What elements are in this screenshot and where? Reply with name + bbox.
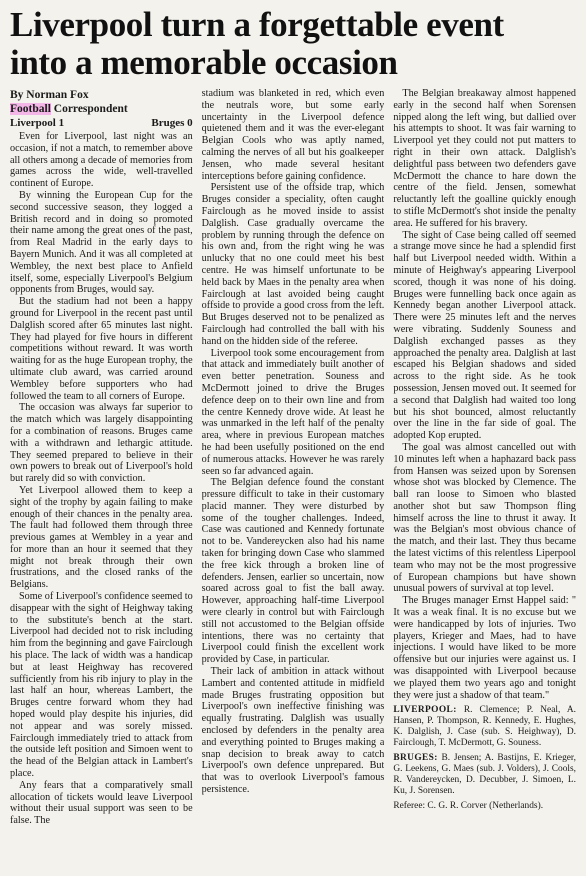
liverpool-players: R. Clemence; P. Neal, A. Hansen, P. Thompson, R. Kennedy, E. Hughes, K. Dalglish, J. Case (sub. S. Heighway), D. Fairclough, T. McDermott, G. Souness.	[393, 705, 577, 749]
paragraph: stadium was blanketed in red, which even the neutrals wore, but some early uncertainty in the Liverpool defence quietened them and it was the ever-elegant Belgian Cools who was aptly named, calming the nerves of all but his goalkeeper Jensen, who made several hesitant interceptions before gaining confidence.	[201, 88, 385, 182]
paragraph: By winning the European Cup for the second successive season, they logged a British record and in doing so promoted their name among the great ones of the past, from Real Madrid in the early days to Bayern Munich. And it was all completed at Wembley, the next best place to Anfield itself, some, especially Liverpool's Belgium opponents from Bruges, would say.	[10, 189, 193, 296]
score-away: Bruges 0	[151, 117, 193, 129]
paragraph: Any fears that a comparatively small allocation of tickets would leave Liverpool without their usual support was seen to be false. The	[10, 779, 193, 827]
team-lineups	[393, 705, 576, 812]
bruges-lineup	[393, 753, 576, 797]
bruges-players: B. Jensen; A. Bastijns, E. Krieger, G. Leekens, G. Maes (sub. J. Volders), J. Cools, R. Vandereycken, D. Decubber, J. Simoen, L. Ku, J. Sorensen.	[393, 753, 577, 797]
paragraph: But the stadium had not been a happy ground for Liverpool in the recent past until Dalglish scored after 65 minutes last night. They had played for five hours in different competitions without reward. It was worth waiting for as the huge European trophy, the ultimate club award, was carried around Wembley before supporters who had followed the team to all corners of Europe.	[10, 296, 193, 402]
score-line	[10, 116, 193, 130]
paragraph: Persistent use of the offside trap, which Bruges consider a speciality, often caught Fairclough as he moved inside to assist Dalglish. Case gradually overcame the problem by running through the defence on his own and, from the right wing he was unlucky that no one could meet his best centre. He was himself unfortunate to be held back by Maes in the penalty area when Fairclough at last avoided being caught offside to provide a good cross from the left. But Bruges deserved not to be penalized as Fairclough had controlled the ball with his hand on the hidden side of the referee.	[201, 182, 385, 347]
paragraph: The Bruges manager Ernst Happel said: " It was a weak final. It is no excuse but we were handicapped by lots of injuries. Two players, Krieger and Maes, had to have injections. I would have liked to be more offensive but our injuries were against us. I was disappointed with Liverpool because we played them two years ago and tonight they were just a shadow of that team."	[393, 595, 577, 701]
liverpool-label: LIVERPOOL:	[393, 705, 457, 716]
column-1	[10, 88, 193, 827]
paragraph: Their lack of ambition in attack without Lambert and contented attitude in midfield made Bruges frustrating opposition but Liverpool's own ineffective finishing was equally frustrating. Dalglish was usually enclosed by defenders in the penalty area and everything pointed to Bruges making a snap decision to break away to catch Liverpool's own defence unprepared. But that was to overlook Liverpool's famous persistence.	[201, 666, 385, 796]
headline-line-2: into a memorable occasion	[10, 43, 398, 82]
byline-role	[10, 102, 193, 116]
byline-author: By Norman Fox	[10, 89, 89, 101]
bruges-label: BRUGES:	[393, 753, 438, 764]
column-3	[393, 88, 576, 827]
column-2	[202, 88, 385, 827]
liverpool-lineup	[393, 705, 576, 749]
paragraph: Yet Liverpool allowed them to keep a sight of the trophy by again failing to make enough of their chances in the penalty area. The fault had followed them through three previous games at Wembley in a year and for more than an hour it seemed that they might not break through their own frustrations, and the closed ranks of the Belgians.	[10, 484, 193, 591]
paragraph: Liverpool took some encouragement from that attack and immediately built another of even better penetration. Souness and McDermott joined to drive the Bruges defence deep on to their own line and from the centre Kennedy drove wide. At least he was unmarked in the left half of the penalty area, where in previous European matches he had been usefully positioned on the end of numerous attacks. However he was rarely seen so far advanced again.	[201, 347, 385, 477]
score-home: Liverpool 1	[10, 117, 65, 129]
headline-line-1: Liverpool turn a forgettable event	[10, 5, 504, 44]
paragraph: The goal was almost cancelled out with 10 minutes left when a haphazard back pass from Hansen was seized upon by Sorensen whose shot was blocked by Clemence. The ball ran loose to Simoen who blasted another shot but saw Thompson fling himself across the line to thrust it away. It was the Belgian's most obvious chance of the match, and their last. They thus became the latest victims of this relentless Liperpool team who may not be the most progressive of European champions but have shown unusual powers of survival at top level.	[393, 441, 577, 595]
headline	[10, 6, 576, 82]
article-columns	[10, 88, 576, 827]
referee-line: Referee: C. G. R. Corver (Netherlands).	[393, 801, 544, 812]
paragraph: The Belgian defence found the constant pressure difficult to take in their customary placid manner. They were disturbed by some of the tougher challenges. Indeed, Case was cautioned and Kennedy fortunate not to be. Vandereycken also had his name taken for bringing down Case who slammed the free kick through a broken line of defenders. Jensen, earlier so uncertain, now soared across goal to fist the ball away. However, approaching half-time Liverpool were clearly in control but with Fairclough still not accustomed to the Belgian offside intentions, there was no certainty that Liverpool could finish the excellent work provided by Case, in particular.	[201, 477, 385, 666]
paragraph: The occasion was always far superior to the match which was largely disappointing for a combination of reasons. Bruges came with a withdrawn and lethargic attitude. They seemed prepared to believe in their own powers to break out of Liverpool's hold but rarely did so with conviction.	[10, 402, 193, 485]
paragraph: The Belgian breakaway almost happened early in the second half when Sorensen nipped along the left wing, but dallied over his attempts to shoot. It was fair warning to Liverpool yet they could not put matters to right in their own attack. Dalglish's delightful pass between two defenders gave McDermott the chance to hare down the centre of the field. Jensen, somewhat reluctantly left the goalline quickly enough to stifle McDermott's shot inside the penalty area. He suffered for his bravery.	[393, 88, 577, 229]
paragraph: The sight of Case being called off seemed a strange move since he had a splendid first half but Liverpool needed width. Within a minute of Heighway's appearing Liverpool scored, though it was none of his doing. Bruges were funnelling back once again as Kennedy began another Liverpool attack. There were 25 minutes left and the nerves were vibrating. Suddenly Souness and Dalglish exchanged passes as they approached the penalty area. Dalglish at last escaped his Belgian shadows and sided across to the right side. As he took possession, Jensen moved out. It seemed for a second that Dalglish had waited too long but his shot bounced, almost reluctantly over the line in the far side of goal. The adopted Kop erupted.	[393, 229, 577, 442]
highlighted-word: Football	[10, 103, 51, 115]
paragraph: Even for Liverpool, last night was an occasion, if not a match, to remember above all others among a decade of memories from games across the wide, well-travelled continent of Europe.	[10, 131, 193, 190]
paragraph: Some of Liverpool's confidence seemed to disappear with the sight of Heighway taking to the substitute's bench at the start. Liverpool had decided not to risk including him from the beginning and gave Fairclough his place. The lack of width was a handicap but at least Heighway has recovered sufficiently from his rib injury to play in the last half an hour, whereas Lambert, the Bruges centre forward whom they had hoped would play despite his injuries, did not appear and was sorely missed. Fairclough immediately tried to attack from the outside left position and Simoen went to the head of the Belgian attack in Lambert's place.	[10, 591, 193, 780]
byline-role-rest: Correspondent	[50, 103, 128, 115]
